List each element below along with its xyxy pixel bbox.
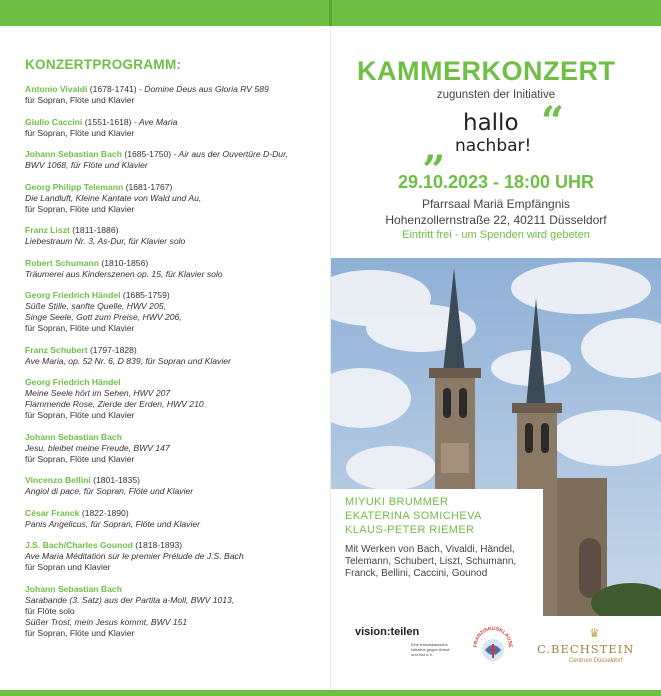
composer-dates: (1685-1750): [121, 149, 172, 159]
work-line: für Sopran, Flöte und Klavier: [25, 203, 135, 214]
program-entry-header: [25, 182, 320, 193]
composer-dates: (1818-1893): [132, 540, 183, 550]
program-entry: [25, 345, 320, 367]
program-entry-header: [25, 508, 320, 519]
program-list: [25, 84, 320, 639]
work-line: Träumerei aus Kinderszenen op. 15, für Klavier solo: [25, 268, 223, 279]
work-line: Die Landluft, Kleine Kantate von Wald und Au,: [25, 192, 202, 203]
work-line: für Sopran, Flöte und Klavier: [25, 95, 135, 105]
composer-name: Johann Sebastian Bach: [25, 583, 122, 594]
composer-name: Robert Schumann: [25, 257, 100, 268]
program-entry-header: [25, 584, 320, 595]
work-line: für Sopran, Flöte und Klavier: [25, 453, 135, 464]
program-entry-header: [25, 475, 320, 486]
work-line: für Sopran, Flöte und Klavier: [25, 627, 135, 638]
composer-dates: (1797-1828): [87, 344, 137, 355]
event-title: KAMMERKONZERT: [357, 56, 616, 86]
work-title: - Domine Deus aus Gloria RV 589: [136, 84, 269, 94]
bechstein-logo: C.BECHSTEIN: [537, 642, 635, 656]
work-line: Süßer Trost, mein Jesus kommt, BWV 151: [25, 616, 188, 627]
event-panel: [331, 26, 661, 690]
program-entry: [25, 149, 320, 171]
event-venue: [331, 196, 661, 228]
composer-dates: (1685-1759): [120, 290, 170, 300]
work-line: Sarabande (3. Satz) aus der Partita a-Moll, BWV 1013,: [25, 594, 235, 605]
program-entry: [25, 540, 320, 573]
program-entry: [25, 377, 320, 421]
fold-shadow: [329, 0, 332, 26]
logo-word-hallo: hallo: [463, 110, 519, 136]
performer-name: KLAUS-PETER RIEMER: [345, 524, 475, 536]
program-entry: [25, 508, 320, 530]
klause-text: FRANZISKUSKLAUSE: [472, 625, 514, 648]
composer-name: Johann Sebastian Bach: [25, 149, 122, 159]
vision-tagline: Eine franziskanische Initiative gegen Armut und Not e.V.: [411, 642, 450, 657]
program-entry-header: [25, 290, 320, 301]
teilen-word: teilen: [390, 626, 420, 638]
works-line: Mit Werken von Bach, Vivaldi, Händel,: [345, 544, 515, 555]
composer-dates: (1551-1618): [82, 116, 132, 127]
composer-name: Franz Schubert: [25, 344, 88, 355]
performer-works: [345, 544, 543, 581]
composer-name: Giulio Caccini: [25, 116, 83, 127]
program-entry: [25, 182, 320, 215]
works-line: Telemann, Schubert, Liszt, Schumann,: [345, 556, 517, 568]
vision-word: vision: [355, 626, 387, 638]
work-title: - Air aus der Ouvertüre D-Dur,: [171, 149, 288, 159]
work-line: Singe Seele, Gott zum Preise, HWV 206,: [25, 312, 182, 322]
composer-name: Johann Sebastian Bach: [25, 431, 122, 442]
program-entry-header: [25, 258, 320, 269]
event-datetime: 29.10.2023 - 18:00 UHR: [397, 172, 595, 192]
sponsors-bar: [331, 616, 661, 690]
top-green-band: [0, 0, 661, 26]
composer-name: J.S. Bach/Charles Gounod: [25, 540, 133, 550]
composer-dates: (1801-1835): [90, 475, 140, 485]
admission-info: Eintritt frei - um Spenden wird gebeten: [402, 229, 590, 241]
work-line: für Flöte solo: [25, 605, 75, 616]
program-title: KONZERTPROGRAMM:: [25, 57, 182, 72]
work-line: Flammende Rose, Zierde der Erden, HWV 210: [25, 399, 204, 409]
composer-name: Georg Friedrich Händel: [25, 377, 121, 387]
event-subtitle: zugunsten der Initiative: [436, 89, 556, 101]
program-entry: [25, 258, 320, 280]
work-line: Angiol di pace, für Sopran, Flöte und Klavier: [25, 486, 194, 496]
program-entry: [25, 432, 320, 465]
performer-names: [345, 495, 543, 537]
crown-icon: ♛: [589, 626, 600, 640]
work-title: - Ave Maria: [131, 116, 178, 127]
program-panel: [0, 26, 330, 690]
work-line: für Sopran, Flöte und Klavier: [25, 127, 135, 138]
composer-name: Vincenzo Bellini: [25, 475, 91, 485]
composer-name: Georg Philipp Telemann: [25, 181, 124, 192]
performer-name: MIYUKI BRUMMER: [345, 496, 449, 508]
composer-name: Georg Friedrich Händel: [25, 290, 121, 300]
composer-dates: (1811-1886): [69, 225, 119, 235]
program-entry-header: [25, 149, 320, 160]
composer-name: Antonio Vivaldi: [25, 84, 88, 94]
works-line: Franck, Bellini, Caccini, Gounod: [345, 568, 488, 580]
composer-dates: (1681-1767): [123, 181, 173, 192]
work-line: für Sopran und Klavier: [25, 562, 111, 572]
work-line: Jesu, bleibet meine Freude, BWV 147: [25, 442, 170, 453]
franziskusklause-logo: [471, 622, 515, 666]
program-entry: [25, 225, 320, 247]
program-entry-header: [25, 345, 320, 356]
program-entry: [25, 84, 320, 106]
program-entry: [25, 117, 320, 139]
venue-name: Pfarrsaal Mariä Empfängnis: [421, 197, 571, 211]
program-entry-header: [25, 225, 320, 236]
venue-address: Hohenzollernstraße 22, 40211 Düsseldorf: [385, 213, 607, 227]
program-entry: [25, 290, 320, 334]
program-entry-header: [25, 377, 320, 388]
work-line: Panis Angelicus, für Sopran, Flöte und Klavier: [25, 518, 200, 529]
work-line: Ave Maria Méditation sur le premier Prélude de J.S. Bach: [25, 551, 244, 561]
composer-name: Franz Liszt: [25, 225, 70, 235]
work-line: für Sopran, Flöte und Klavier: [25, 323, 135, 333]
bottom-green-band: [0, 690, 661, 696]
work-line: Süße Stille, sanfte Quelle, HWV 205,: [25, 301, 166, 311]
logo-quote-open: „: [423, 124, 447, 171]
program-entry-header: [25, 84, 320, 95]
hallo-nachbar-logo: [423, 98, 593, 171]
vision-teilen-logo: [355, 626, 419, 638]
work-line: BWV 1068, für Flöte und Klavier: [25, 160, 148, 170]
composer-dates: (1678-1741): [87, 84, 137, 94]
performers-box: [331, 489, 543, 616]
logo-word-nachbar: nachbar!: [455, 136, 532, 156]
logo-quote-close: “: [541, 98, 565, 145]
program-entry-header: [25, 432, 320, 443]
work-line: Meine Seele hört im Sehen, HWV 207: [25, 388, 171, 398]
composer-dates: (1822-1890): [79, 507, 129, 518]
bechstein-subtitle: Centrum Düsseldorf: [569, 658, 623, 664]
work-line: Ave Maria, op. 52 Nr. 6, D 839, für Sopran und Klavier: [25, 355, 231, 366]
program-entry: [25, 584, 320, 639]
program-entry-header: [25, 117, 320, 128]
vision-colon: :: [386, 626, 391, 638]
composer-dates: (1810-1856): [99, 257, 149, 268]
performer-name: EKATERINA SOMICHEVA: [345, 510, 482, 522]
composer-name: César Franck: [25, 507, 80, 518]
work-line: Liebestraum Nr. 3, As-Dur, für Klavier solo: [25, 236, 186, 246]
program-entry-header: [25, 540, 320, 551]
work-line: für Sopran, Flöte und Klavier: [25, 410, 135, 420]
program-entry: [25, 475, 320, 497]
